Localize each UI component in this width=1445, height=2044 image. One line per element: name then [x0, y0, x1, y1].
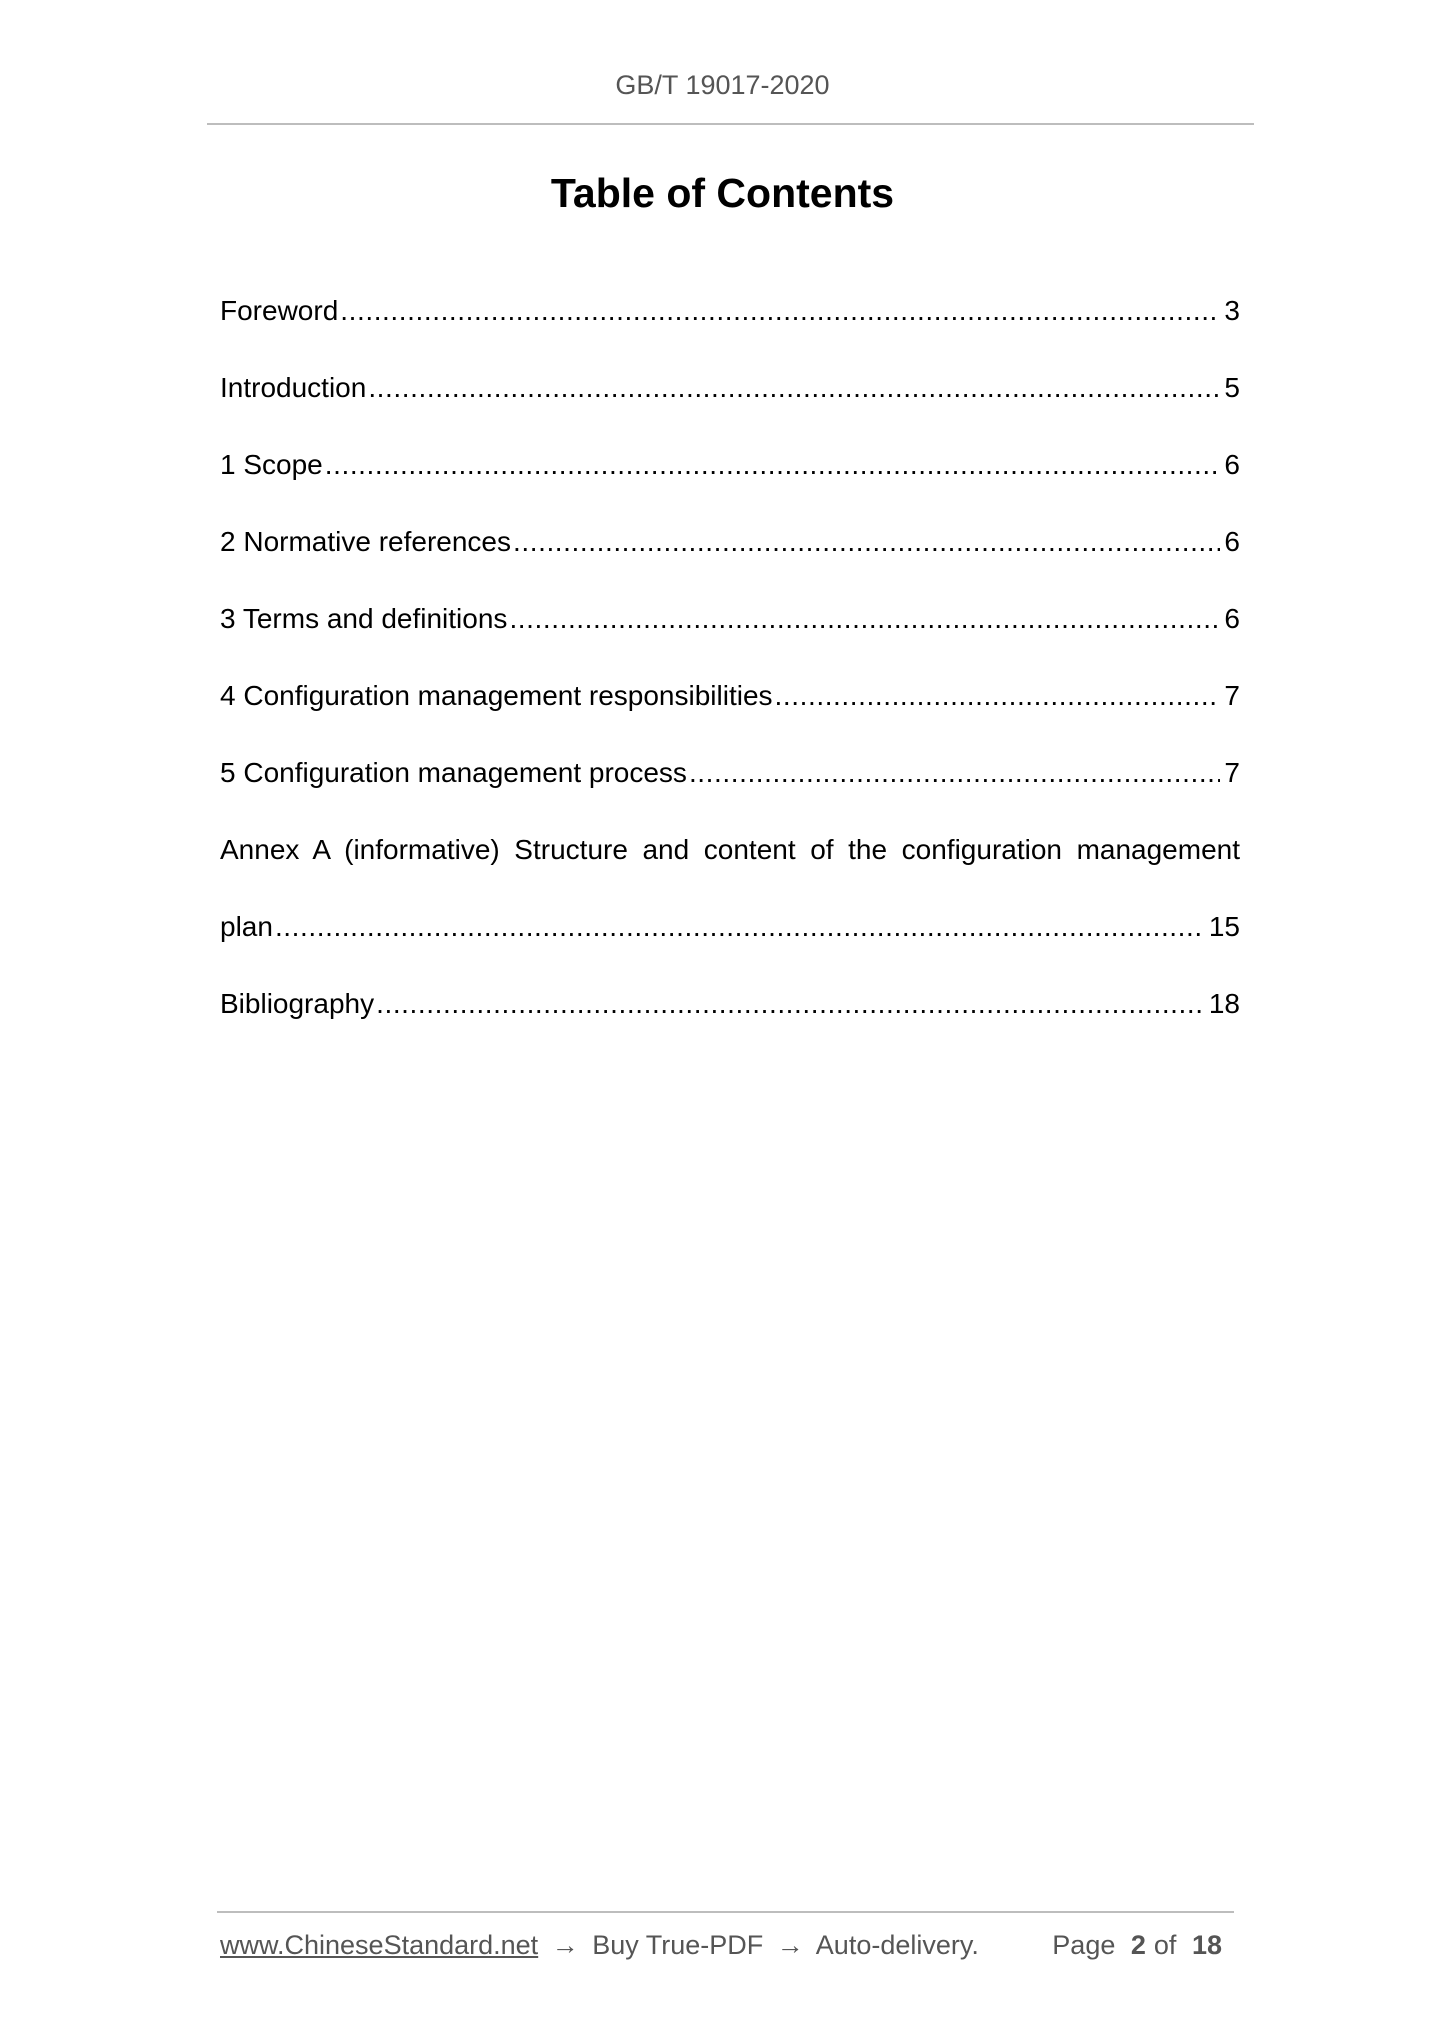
footer-divider [217, 1911, 1234, 1913]
toc-entry-label: 1 Scope [220, 449, 323, 480]
toc-entry-label: Introduction [220, 372, 367, 403]
toc-leader-dots [325, 439, 1221, 491]
toc-entry-label: Annex A (informative) Structure and content of the configuration management [220, 834, 1240, 865]
toc-entry-page: 6 [1224, 526, 1240, 557]
toc-entry-introduction[interactable] [220, 362, 1240, 439]
toc-entry-annex-a-line2[interactable] [220, 901, 1240, 978]
toc-entry-label: Foreword [220, 295, 339, 326]
toc-entry-page: 7 [1224, 757, 1240, 788]
page-total: 18 [1191, 1930, 1222, 1960]
toc-leader-dots [509, 593, 1220, 645]
toc-entry-page: 15 [1208, 911, 1240, 942]
page-word: Page [1052, 1930, 1116, 1960]
toc-entry-label: plan [220, 911, 273, 942]
toc-leader-dots [275, 901, 1205, 953]
website-link[interactable]: www.ChineseStandard.net [220, 1930, 539, 1960]
of-word: of [1153, 1930, 1177, 1960]
page-footer [220, 1930, 1230, 1961]
toc-entry-label: 4 Configuration management responsibilities [220, 680, 773, 711]
toc-entry-cm-process[interactable] [220, 747, 1240, 824]
toc-entry-page: 7 [1224, 680, 1240, 711]
toc-list [220, 285, 1240, 1055]
page-indicator [1052, 1930, 1230, 1961]
toc-entry-cm-responsibilities[interactable] [220, 670, 1240, 747]
toc-entry-terms-definitions[interactable] [220, 593, 1240, 670]
toc-entry-scope[interactable] [220, 439, 1240, 516]
toc-leader-dots [775, 670, 1221, 722]
toc-entry-normative-references[interactable] [220, 516, 1240, 593]
document-id-header: GB/T 19017-2020 [615, 70, 830, 100]
toc-leader-dots [689, 747, 1220, 799]
toc-entry-page: 18 [1208, 988, 1240, 1019]
auto-delivery-text: Auto-delivery. [815, 1930, 979, 1960]
page-current: 2 [1130, 1930, 1146, 1960]
page-title: Table of Contents [550, 170, 895, 216]
toc-entry-page: 6 [1224, 603, 1240, 634]
header-divider [207, 123, 1254, 125]
toc-leader-dots [513, 516, 1220, 568]
toc-leader-dots [340, 285, 1220, 337]
toc-entry-bibliography[interactable] [220, 978, 1240, 1055]
toc-entry-page: 5 [1224, 372, 1240, 403]
toc-entry-label: 2 Normative references [220, 526, 512, 557]
arrow-right-icon: → [776, 1930, 804, 1960]
toc-entry-foreword[interactable] [220, 285, 1240, 362]
toc-leader-dots [376, 978, 1205, 1030]
toc-entry-label: 5 Configuration management process [220, 757, 687, 788]
toc-leader-dots [368, 362, 1220, 414]
toc-entry-annex-a-line1[interactable] [220, 824, 1240, 901]
toc-entry-page: 3 [1224, 295, 1240, 326]
buy-pdf-text: Buy True-PDF [592, 1930, 764, 1960]
toc-entry-label: Bibliography [220, 988, 375, 1019]
toc-entry-label: 3 Terms and definitions [220, 603, 508, 634]
arrow-right-icon: → [551, 1930, 579, 1960]
toc-entry-page: 6 [1224, 449, 1240, 480]
